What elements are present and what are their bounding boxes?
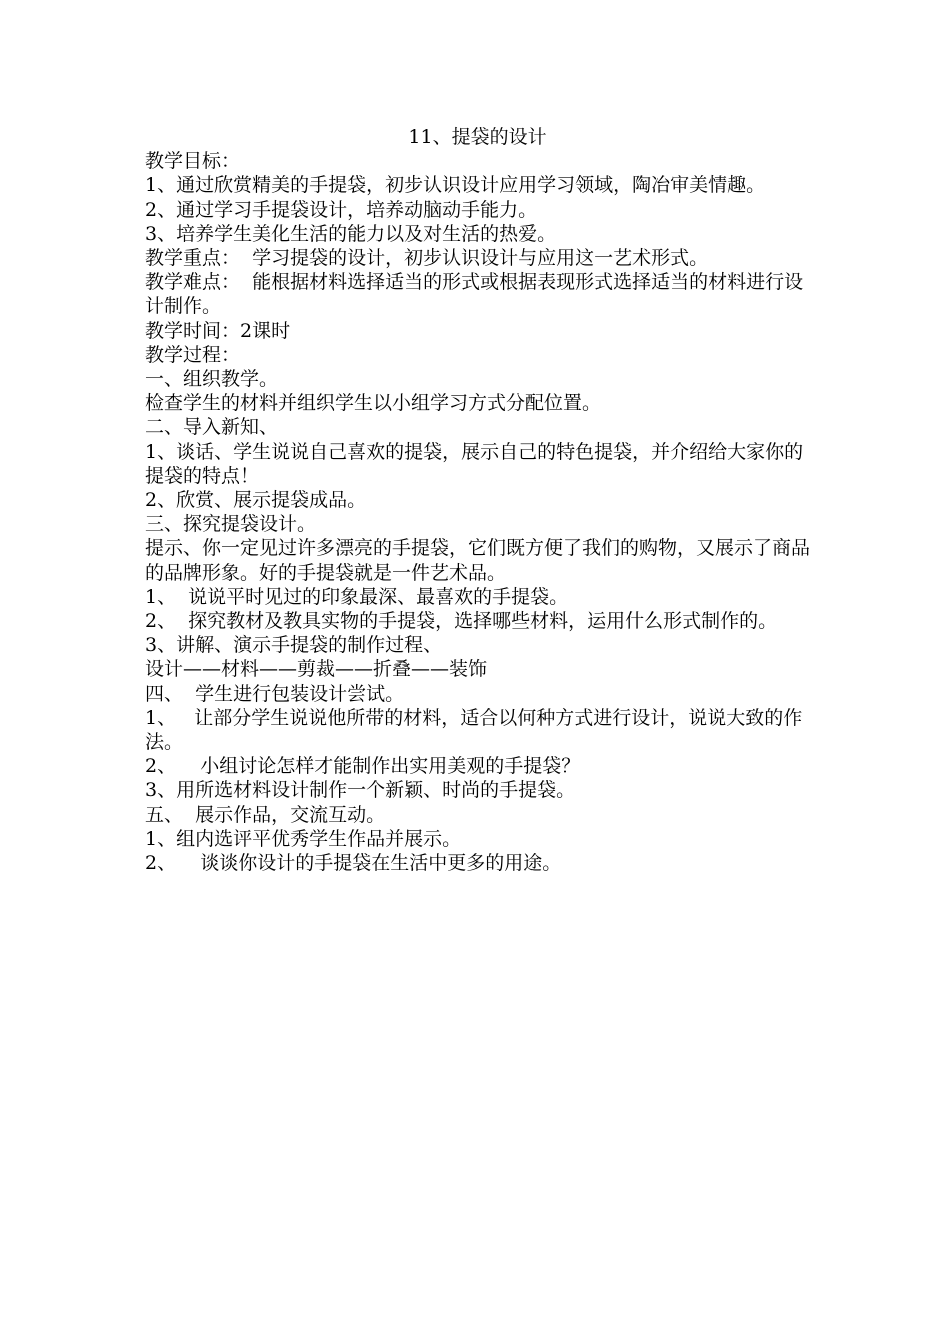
paragraph: 1、 说说平时见过的印象最深、最喜欢的手提袋。 <box>145 585 569 608</box>
key-point: 教学重点： 学习提袋的设计，初步认识设计与应用这一艺术形式。 <box>145 247 709 270</box>
paragraph: 1、 让部分学生说说他所带的材料，适合以何种方式进行设计，说说大致的作法。 <box>145 706 803 754</box>
objective-3: 3、培养学生美化生活的能力以及对生活的热爱。 <box>145 222 557 245</box>
paragraph: 2、 小组讨论怎样才能制作出实用美观的手提袋？ <box>145 755 581 778</box>
section-heading-process: 教学过程： <box>145 343 241 366</box>
difficult-point: 教学难点： 能根据材料选择适当的形式或根据表现形式选择适当的材料进行设计制作。 <box>145 271 804 318</box>
document-title: 11、提袋的设计 <box>408 126 547 148</box>
paragraph: 提示、你一定见过许多漂亮的手提袋，它们既方便了我们的购物，又展示了商品的品牌形象。好的手提袋就是一件艺术品。 <box>145 537 811 584</box>
step-heading-4: 四、 学生进行包装设计尝试。 <box>145 682 405 705</box>
paragraph: 2、 谈谈你设计的手提袋在生活中更多的用途。 <box>145 852 562 875</box>
teaching-time: 教学时间：2课时 <box>145 319 291 342</box>
step-heading-5: 五、 展示作品，交流互动。 <box>145 803 386 826</box>
paragraph: 2、 探究教材及教具实物的手提袋，选择哪些材料，运用什么形式制作的。 <box>145 610 778 633</box>
paragraph: 1、谈话、学生说说自己喜欢的提袋，展示自己的特色提袋，并介绍给大家你的提袋的特点！ <box>145 440 804 487</box>
paragraph: 2、欣赏、展示提袋成品。 <box>145 489 367 512</box>
paragraph: 3、用所选材料设计制作一个新颖、时尚的手提袋。 <box>145 779 576 802</box>
document-body <box>145 125 810 875</box>
objective-1: 1、通过欣赏精美的手提袋，初步认识设计应用学习领域，陶冶审美情趣。 <box>145 174 766 197</box>
section-heading-objectives: 教学目标： <box>145 150 241 173</box>
paragraph: 设计——材料——剪裁——折叠——装饰 <box>145 658 488 681</box>
objective-2: 2、通过学习手提袋设计，培养动脑动手能力。 <box>145 198 538 221</box>
paragraph: 检查学生的材料并组织学生以小组学习方式分配位置。 <box>145 392 602 415</box>
step-heading-2: 二、导入新知、 <box>145 416 279 439</box>
step-heading-1: 一、组织教学。 <box>145 368 279 391</box>
step-heading-3: 三、探究提袋设计。 <box>145 513 317 536</box>
paragraph: 1、组内选评平优秀学生作品并展示。 <box>145 827 462 850</box>
paragraph: 3、讲解、演示手提袋的制作过程、 <box>145 634 443 657</box>
